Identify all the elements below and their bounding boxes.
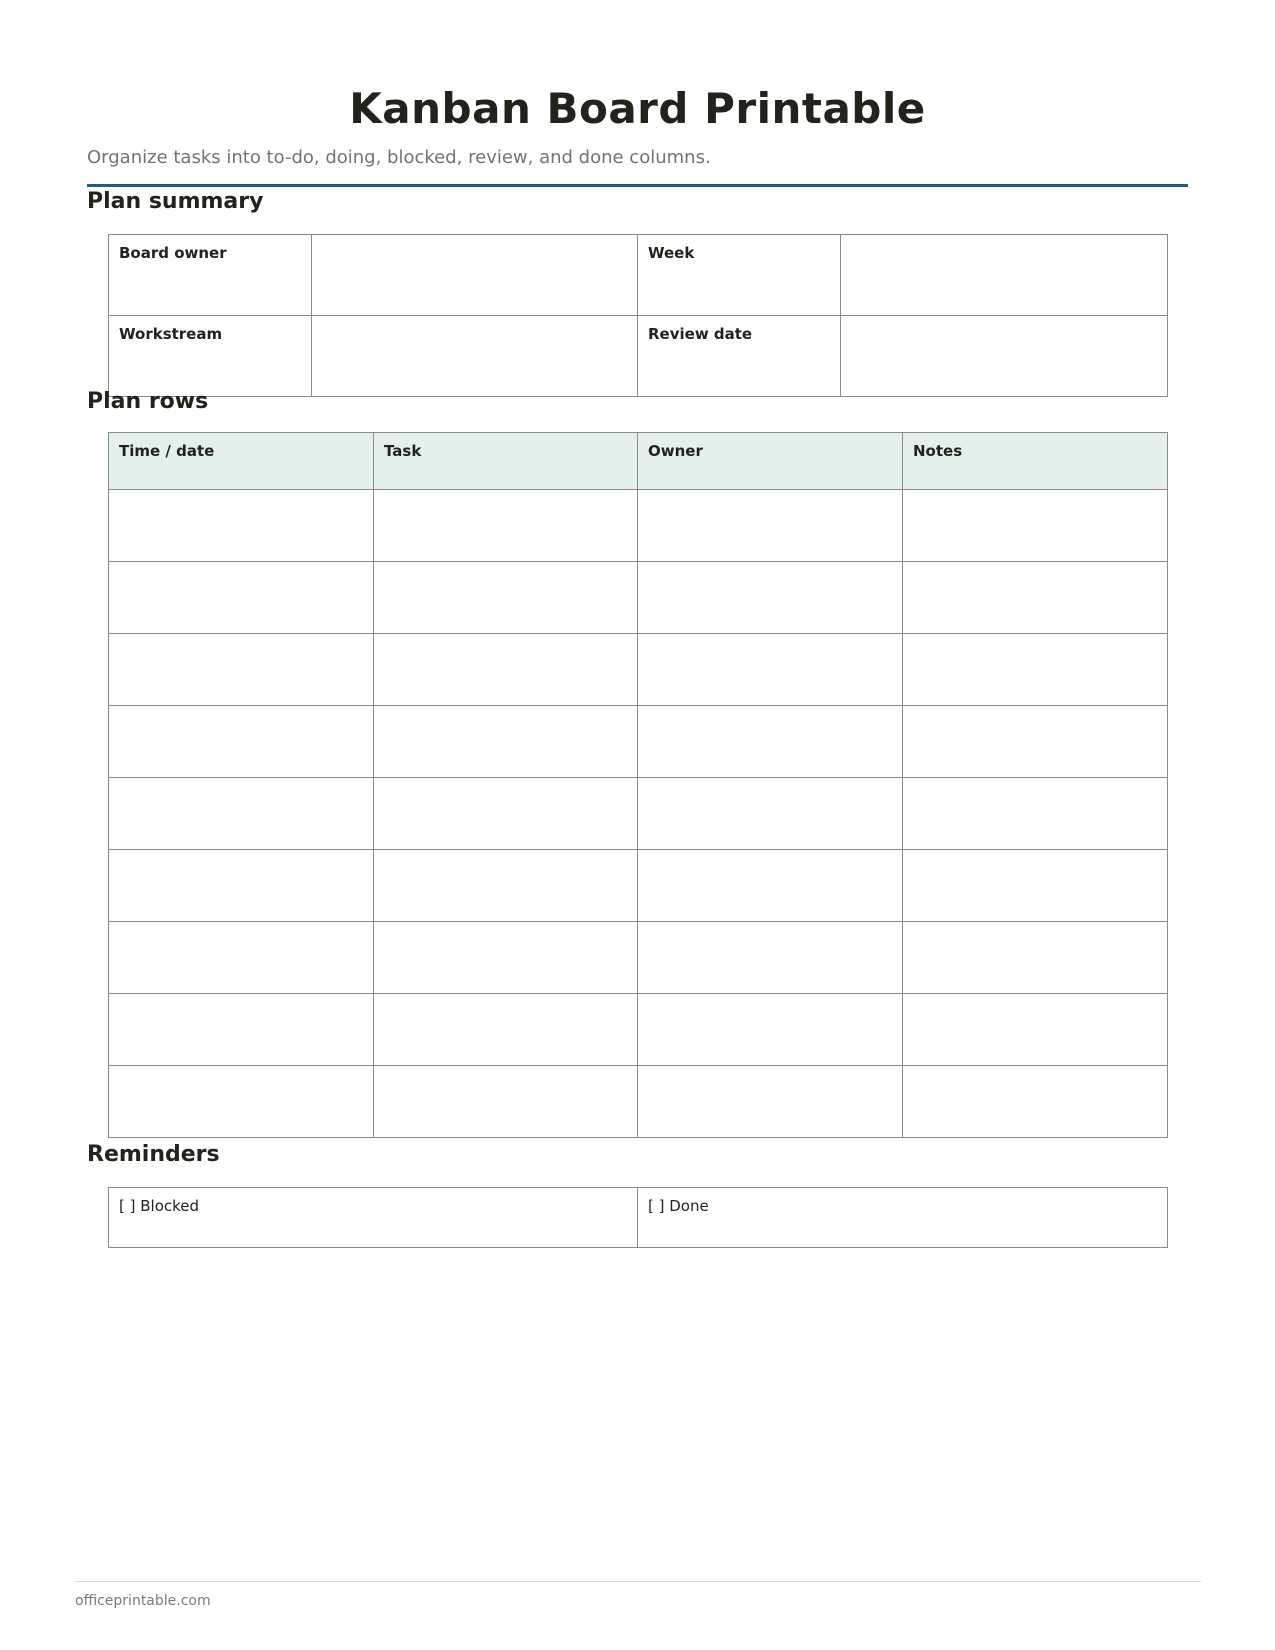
title-divider (87, 184, 1188, 187)
table-row (109, 1066, 1168, 1138)
time-date-cell[interactable] (109, 562, 374, 634)
owner-cell[interactable] (638, 1066, 903, 1138)
owner-cell[interactable] (638, 490, 903, 562)
notes-cell[interactable] (903, 634, 1168, 706)
column-header-owner: Owner (638, 433, 903, 490)
time-date-cell[interactable] (109, 994, 374, 1066)
column-header-task: Task (374, 433, 638, 490)
notes-cell[interactable] (903, 850, 1168, 922)
task-cell[interactable] (374, 994, 638, 1066)
table-row (109, 778, 1168, 850)
reminders-row (109, 1188, 1168, 1248)
owner-cell[interactable] (638, 706, 903, 778)
notes-cell[interactable] (903, 1066, 1168, 1138)
week-label: Week (638, 235, 841, 316)
table-row (109, 922, 1168, 994)
task-cell[interactable] (374, 706, 638, 778)
review-date-field[interactable] (841, 316, 1168, 397)
week-field[interactable] (841, 235, 1168, 316)
owner-cell[interactable] (638, 778, 903, 850)
footer-divider (75, 1581, 1201, 1582)
task-cell[interactable] (374, 850, 638, 922)
owner-cell[interactable] (638, 634, 903, 706)
reminder-done[interactable]: [ ] Done (638, 1188, 1168, 1248)
reminders-heading: Reminders (87, 1142, 220, 1167)
time-date-cell[interactable] (109, 778, 374, 850)
page-subtitle: Organize tasks into to-do, doing, blocked, review, and done columns. (87, 147, 711, 168)
owner-cell[interactable] (638, 850, 903, 922)
time-date-cell[interactable] (109, 490, 374, 562)
notes-cell[interactable] (903, 490, 1168, 562)
time-date-cell[interactable] (109, 922, 374, 994)
table-row (109, 994, 1168, 1066)
time-date-cell[interactable] (109, 706, 374, 778)
table-row (109, 850, 1168, 922)
notes-cell[interactable] (903, 922, 1168, 994)
workstream-label: Workstream (109, 316, 312, 397)
task-cell[interactable] (374, 562, 638, 634)
plan-summary-table (108, 234, 1168, 397)
table-row (109, 634, 1168, 706)
reminder-blocked[interactable]: [ ] Blocked (109, 1188, 638, 1248)
review-date-label: Review date (638, 316, 841, 397)
table-row (109, 490, 1168, 562)
notes-cell[interactable] (903, 706, 1168, 778)
task-cell[interactable] (374, 490, 638, 562)
notes-cell[interactable] (903, 778, 1168, 850)
column-header-time-date: Time / date (109, 433, 374, 490)
summary-row (109, 316, 1168, 397)
summary-row (109, 235, 1168, 316)
task-cell[interactable] (374, 634, 638, 706)
page-title: Kanban Board Printable (349, 84, 926, 133)
time-date-cell[interactable] (109, 1066, 374, 1138)
task-cell[interactable] (374, 1066, 638, 1138)
notes-cell[interactable] (903, 562, 1168, 634)
board-owner-field[interactable] (312, 235, 638, 316)
footer-source: officeprintable.com (75, 1593, 211, 1609)
plan-rows-header (109, 433, 1168, 490)
owner-cell[interactable] (638, 562, 903, 634)
time-date-cell[interactable] (109, 634, 374, 706)
plan-rows-heading: Plan rows (87, 389, 209, 414)
column-header-notes: Notes (903, 433, 1168, 490)
task-cell[interactable] (374, 778, 638, 850)
reminders-table (108, 1187, 1168, 1248)
workstream-field[interactable] (312, 316, 638, 397)
table-row (109, 706, 1168, 778)
table-row (109, 562, 1168, 634)
time-date-cell[interactable] (109, 850, 374, 922)
owner-cell[interactable] (638, 994, 903, 1066)
owner-cell[interactable] (638, 922, 903, 994)
task-cell[interactable] (374, 922, 638, 994)
notes-cell[interactable] (903, 994, 1168, 1066)
plan-summary-heading: Plan summary (87, 189, 264, 214)
plan-rows-table (108, 432, 1168, 1138)
board-owner-label: Board owner (109, 235, 312, 316)
